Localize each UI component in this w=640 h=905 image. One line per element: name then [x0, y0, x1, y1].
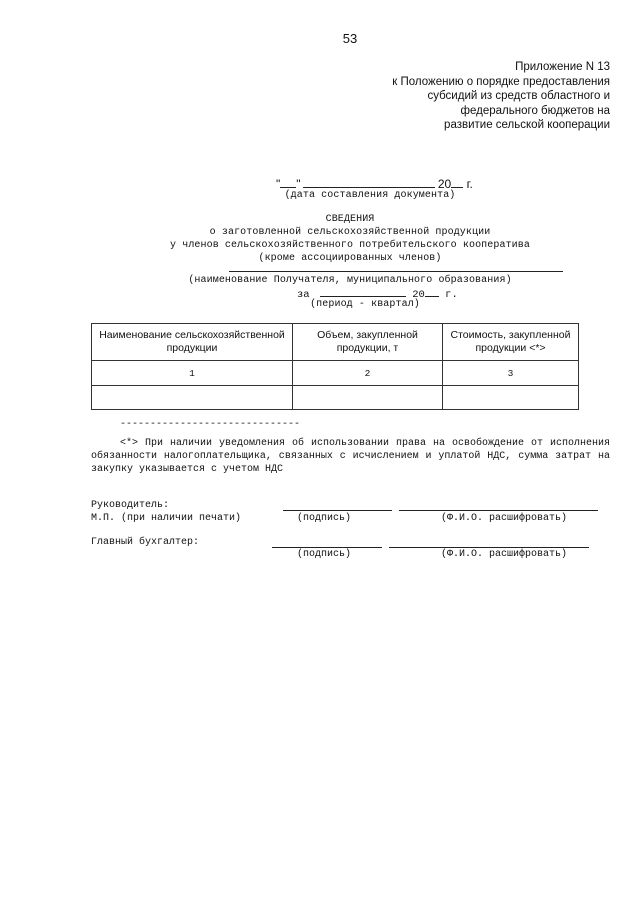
products-table [91, 323, 579, 410]
accountant-name-caption: (Ф.И.О. расшифровать) [440, 549, 568, 560]
date-year-prefix: 20 [437, 177, 452, 191]
page-number: 53 [342, 31, 358, 46]
footnote-text: <*> При наличии уведомления об использовании права на освобождение от исполнения обязанности налогоплательщика, связанных с исчислением и уплатой НДС, сумма затрат на закупку указывается с учетом НДС [91, 438, 610, 475]
stamp-label: М.П. (при наличии печати) [91, 513, 242, 524]
heading-line-1: о заготовленной сельскохозяйственной продукции [209, 227, 491, 238]
document-heading [90, 213, 610, 265]
annex-line-4: федерального бюджетов на [460, 104, 610, 117]
column-number-2: 2 [293, 361, 443, 386]
head-name-blank [399, 510, 598, 511]
accountant-signature-blank [272, 547, 382, 548]
header-volume: Объем, закупленной продукции, т [293, 324, 443, 361]
period-year-suffix: г. [445, 289, 458, 301]
table-row [92, 361, 579, 386]
period-year-prefix: 20 [412, 289, 425, 301]
accountant-signature-caption: (подпись) [296, 549, 351, 560]
date-quote-close: " [296, 177, 301, 191]
head-name-caption: (Ф.И.О. расшифровать) [440, 513, 568, 524]
date-quote-open: " [276, 177, 281, 191]
accountant-label: Главный бухгалтер: [91, 537, 200, 548]
table-header-row [92, 324, 579, 361]
table-cell [92, 386, 293, 410]
heading-line-3: (кроме ассоциированных членов) [258, 253, 442, 264]
footnote-separator: ------------------------------ [120, 419, 301, 430]
annex-reference [290, 60, 610, 133]
annex-line-1: Приложение N 13 [515, 61, 610, 73]
head-signature-blank [283, 510, 392, 511]
annex-line-2: к Положению о порядке предоставления [392, 75, 610, 88]
date-month-blank [303, 176, 435, 188]
head-signature-caption: (подпись) [296, 513, 351, 524]
table-cell [443, 386, 579, 410]
head-label: Руководитель: [91, 500, 170, 511]
date-day-blank [280, 176, 296, 188]
column-number-3: 3 [443, 361, 579, 386]
heading-line-2: у членов сельскохозяйственного потребительского кооператива [170, 240, 530, 251]
heading-title: СВЕДЕНИЯ [325, 214, 375, 225]
column-number-1: 1 [92, 361, 293, 386]
annex-line-3: субсидий из средств областного и [427, 90, 610, 102]
period-caption: (период - квартал) [310, 299, 420, 310]
annex-line-5: развитие сельской кооперации [444, 119, 610, 131]
header-cost: Стоимость, закупленной продукции <*> [443, 324, 579, 361]
period-prefix: за [297, 289, 310, 301]
period-blank [320, 285, 406, 297]
recipient-caption: (наименование Получателя, муниципального образования) [188, 275, 512, 286]
table-cell [293, 386, 443, 410]
period-year-blank [425, 285, 439, 297]
date-year-suffix: г. [466, 177, 473, 191]
header-product-name: Наименование сельскохозяйственной продукции [92, 324, 293, 361]
accountant-name-blank [389, 547, 589, 548]
recipient-blank [229, 271, 563, 272]
date-caption: (дата составления документа) [284, 190, 456, 201]
date-year-blank [451, 176, 463, 188]
table-row [92, 386, 579, 410]
